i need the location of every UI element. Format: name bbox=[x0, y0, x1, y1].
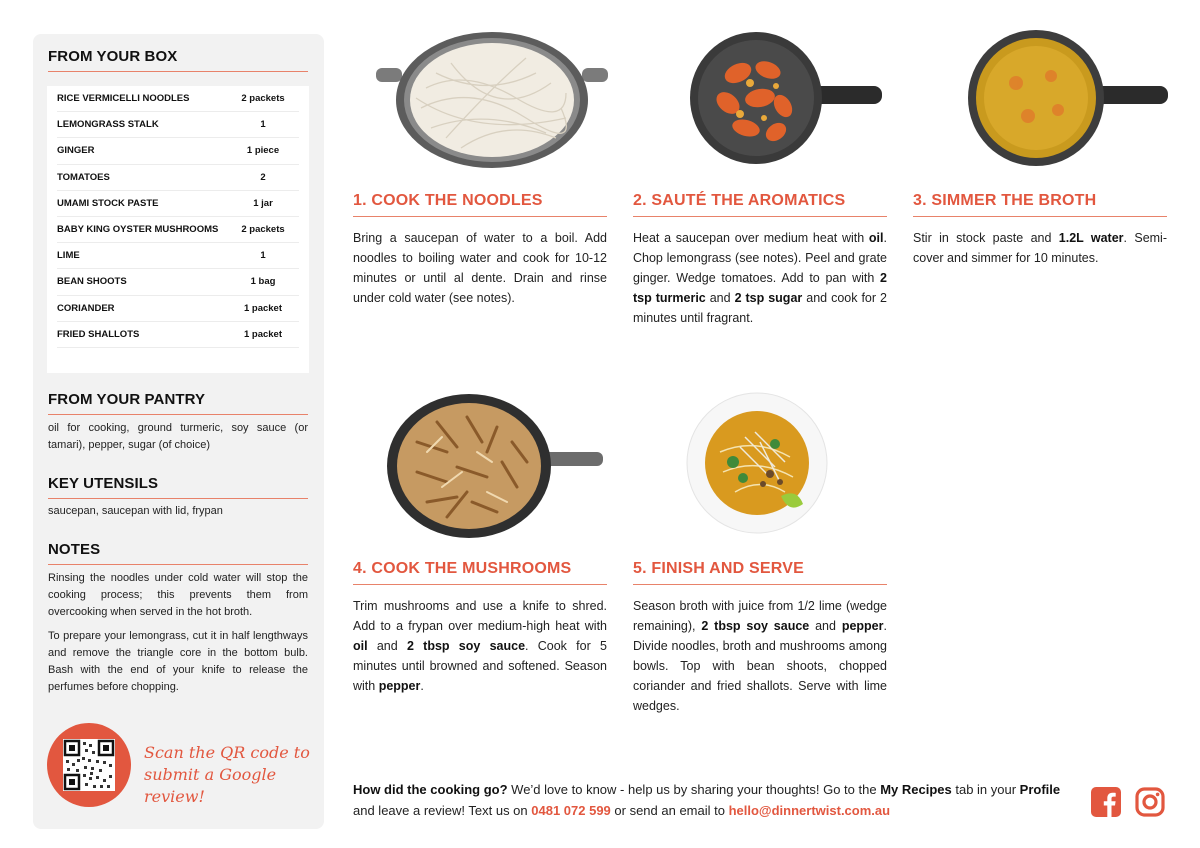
review-footer bbox=[353, 779, 1073, 821]
ingredient-qty: 1 piece bbox=[246, 145, 280, 157]
qr-caption-line: submit a Google review! bbox=[144, 765, 277, 806]
body-text: tab in your bbox=[951, 782, 1020, 797]
step-5-body bbox=[633, 596, 887, 716]
body-text: and cook for 2 minutes until fragrant. bbox=[633, 291, 887, 325]
emphasis-text: 1.2L water bbox=[1058, 231, 1124, 245]
divider bbox=[913, 216, 1167, 217]
ingredient-name: UMAMI STOCK PASTE bbox=[57, 197, 159, 209]
emphasis-text: oil bbox=[353, 639, 368, 653]
step-3-body bbox=[913, 228, 1167, 268]
aromatics-pan-image bbox=[688, 28, 882, 168]
ingredient-row bbox=[57, 86, 299, 112]
emphasis-text: How did the cooking go? bbox=[353, 782, 508, 797]
notes-paragraph-2: To prepare your lemongrass, cut it in half lengthways and remove the triangle core in the bottom bulb. Bash with the end of your knife to release the perfumes before chopping. bbox=[48, 630, 308, 693]
ingredient-name: RICE VERMICELLI NOODLES bbox=[57, 93, 190, 105]
noodles-pot-image bbox=[376, 28, 608, 170]
ingredient-qty: 2 bbox=[260, 171, 266, 183]
ingredient-name: BABY KING OYSTER MUSHROOMS bbox=[57, 224, 219, 236]
divider bbox=[48, 564, 308, 565]
emphasis-text: 2 tbsp soy sauce bbox=[701, 619, 810, 633]
mushrooms-pan-image bbox=[387, 392, 603, 540]
ingredient-name: CORIANDER bbox=[57, 302, 115, 314]
ingredient-qty: 1 bbox=[260, 250, 266, 262]
ingredient-name: FRIED SHALLOTS bbox=[57, 328, 140, 340]
pantry-text: oil for cooking, ground turmeric, soy sauce (or tamari), pepper, sugar (of choice) bbox=[48, 422, 308, 451]
body-text: and bbox=[809, 619, 842, 633]
qr-code[interactable] bbox=[63, 739, 115, 791]
step-5-title: 5. FINISH AND SERVE bbox=[633, 560, 804, 577]
facebook-icon[interactable] bbox=[1091, 787, 1121, 817]
body-text: Trim mushrooms and use a knife to shred. Add to a frypan over medium-high heat with bbox=[353, 599, 607, 633]
emphasis-text: oil bbox=[868, 231, 884, 245]
contact-link[interactable]: hello@dinnertwist.com.au bbox=[728, 803, 891, 818]
step-3-title: 3. SIMMER THE BROTH bbox=[913, 192, 1097, 209]
ingredient-qty: 1 jar bbox=[253, 197, 273, 209]
emphasis-text: My Recipes bbox=[880, 782, 952, 797]
utensils-text: saucepan, saucepan with lid, frypan bbox=[48, 505, 223, 517]
body-text: Stir in stock paste and bbox=[913, 231, 1059, 245]
ingredient-qty: 1 packet bbox=[243, 302, 283, 314]
from-your-box-heading: FROM YOUR BOX bbox=[48, 48, 178, 65]
body-text: . Chop lemongrass (see notes). Peel and grate ginger. Wedge tomatoes. Add to pan with bbox=[633, 231, 887, 285]
ingredient-row bbox=[57, 243, 299, 269]
utensils-heading: KEY UTENSILS bbox=[48, 475, 159, 492]
emphasis-text: pepper bbox=[378, 679, 421, 693]
ingredient-name: BEAN SHOOTS bbox=[57, 276, 127, 288]
notes-paragraph-1: Rinsing the noodles under cold water will stop the cooking process; this prevents them from overcooking when served in the hot broth. bbox=[48, 572, 308, 618]
step-2-title: 2. SAUTÉ THE AROMATICS bbox=[633, 192, 846, 209]
instagram-icon[interactable] bbox=[1135, 787, 1165, 817]
emphasis-text: 2 tsp sugar bbox=[734, 291, 803, 305]
notes-heading: NOTES bbox=[48, 541, 101, 558]
ingredients-table bbox=[47, 86, 309, 373]
ingredient-name: GINGER bbox=[57, 145, 95, 157]
divider bbox=[633, 584, 887, 585]
ingredient-qty: 1 packet bbox=[243, 328, 283, 340]
ingredient-name: LEMONGRASS STALK bbox=[57, 119, 159, 131]
body-text: . Semi-cover and simmer for 10 minutes. bbox=[913, 231, 1167, 265]
body-text: and bbox=[367, 639, 407, 653]
ingredient-row bbox=[57, 322, 299, 348]
ingredient-row bbox=[57, 191, 299, 217]
divider bbox=[633, 216, 887, 217]
ingredient-row bbox=[57, 165, 299, 191]
ingredient-row bbox=[57, 269, 299, 295]
body-text: . bbox=[420, 679, 424, 693]
ingredient-qty: 2 packets bbox=[241, 93, 285, 105]
emphasis-text: pepper bbox=[841, 619, 884, 633]
step-4-title: 4. COOK THE MUSHROOMS bbox=[353, 560, 572, 577]
divider bbox=[353, 216, 607, 217]
divider bbox=[48, 71, 308, 72]
sidebar bbox=[33, 34, 324, 829]
emphasis-text: Profile bbox=[1019, 782, 1061, 797]
emphasis-text: 2 tsp turmeric bbox=[633, 271, 887, 305]
pantry-heading: FROM YOUR PANTRY bbox=[48, 391, 206, 408]
ingredient-qty: 1 bag bbox=[250, 276, 276, 288]
contact-link[interactable]: 0481 072 599 bbox=[531, 803, 611, 818]
step-1-title: 1. COOK THE NOODLES bbox=[353, 192, 543, 209]
emphasis-text: 2 tbsp soy sauce bbox=[406, 639, 526, 653]
divider bbox=[48, 498, 308, 499]
qr-caption bbox=[144, 742, 314, 808]
ingredient-name: LIME bbox=[57, 250, 80, 262]
ingredient-row bbox=[57, 112, 299, 138]
ingredient-name: TOMATOES bbox=[57, 171, 110, 183]
body-text: Heat a saucepan over medium heat with bbox=[633, 231, 869, 245]
step-1-body bbox=[353, 228, 607, 308]
body-text: . Divide noodles, broth and mushrooms among bowls. Top with bean shoots, chopped coriander and fried shallots. Serve with lime wedges. bbox=[633, 619, 887, 713]
body-text: or send an email to bbox=[610, 803, 729, 818]
body-text: Season broth with juice from 1/2 lime (wedge remaining), bbox=[633, 599, 887, 633]
ingredient-qty: 1 bbox=[260, 119, 266, 131]
step-4-body bbox=[353, 596, 607, 696]
ingredient-qty: 2 packets bbox=[241, 224, 285, 236]
qr-caption-line: Scan the QR code to bbox=[144, 743, 310, 762]
ingredient-row bbox=[57, 138, 299, 164]
ingredient-row bbox=[57, 217, 299, 243]
ingredient-row bbox=[57, 296, 299, 322]
body-text: and bbox=[705, 291, 735, 305]
finished-bowl-image bbox=[685, 392, 829, 534]
step-2-body bbox=[633, 228, 887, 328]
body-text: We’d love to know - help us by sharing your thoughts! Go to the bbox=[507, 782, 881, 797]
body-text: and leave a review! Text us on bbox=[353, 803, 532, 818]
body-text: Bring a saucepan of water to a boil. Add noodles to boiling water and cook for 10-12 minutes or until al dente. Drain and rinse under cold water (see notes). bbox=[353, 231, 607, 305]
divider bbox=[48, 414, 308, 415]
qr-badge bbox=[47, 723, 131, 807]
broth-pot-image bbox=[966, 28, 1168, 170]
divider bbox=[353, 584, 607, 585]
body-text: . Cook for 5 minutes until browned and softened. Season with bbox=[353, 639, 607, 693]
